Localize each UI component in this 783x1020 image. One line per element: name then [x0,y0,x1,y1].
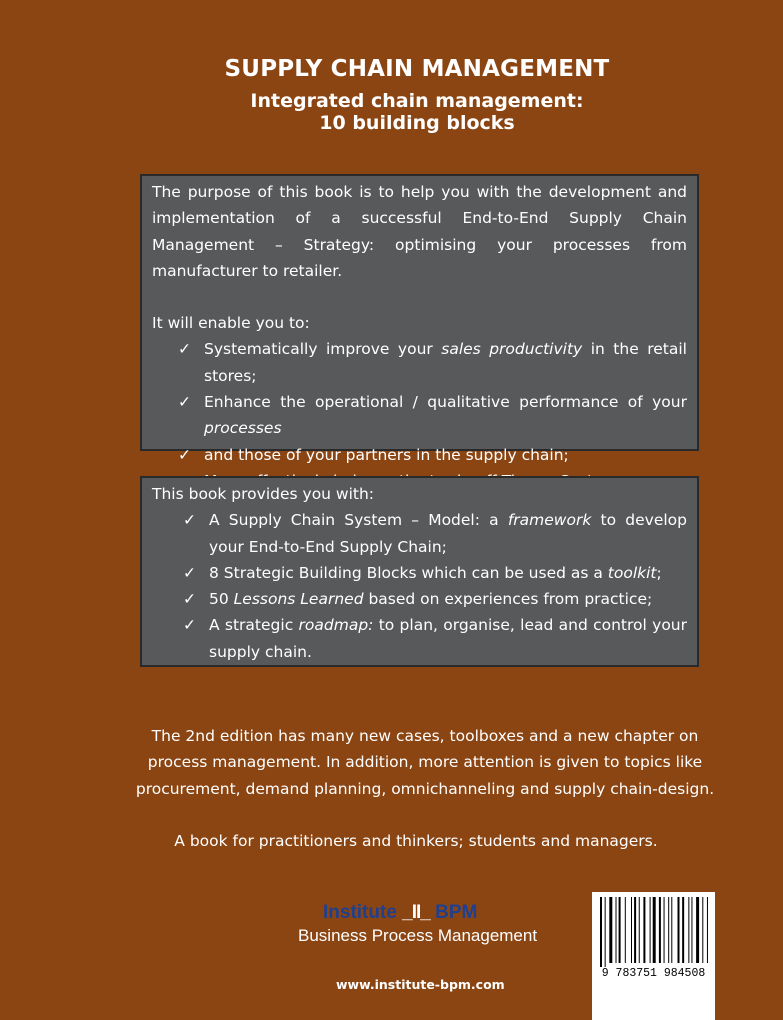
subtitle-line-1: Integrated chain management: [250,90,584,112]
barcode-bar [682,897,684,963]
check-icon: ✓ [183,563,196,582]
barcode-bar [696,897,699,963]
book-title: SUPPLY CHAIN MANAGEMENT [224,56,610,82]
list-item [152,560,687,586]
barcode-bar [678,897,680,963]
logo-right: BPM [435,902,478,923]
book-subtitle [0,90,783,134]
list-item-text: Enhance the operational / qualitative performance of your processes [204,393,687,438]
logo-left: Institute [323,902,397,923]
list-item-text: 50 Lessons Learned based on experiences from practice; [209,590,653,609]
list-item [152,442,687,468]
purpose-box [140,174,699,464]
list-item-text: A Supply Chain System – Model: a framework to develop your End-to-End Supply Chain; [209,511,687,556]
check-icon: ✓ [178,340,191,359]
barcode-bar [653,897,656,963]
barcode-bar [664,897,665,963]
check-icon: ✓ [178,393,191,412]
logo-mark: _II_ [402,902,430,923]
barcode-bar [688,897,689,963]
edition-line-3: procurement, demand planning, omnichanneling and supply chain-design. [135,779,715,798]
barcode-bar [702,897,703,963]
audience-text: A book for practitioners and thinkers; students and managers. [174,832,658,850]
barcode-bar [639,897,640,963]
barcode-bar [609,897,612,963]
barcode-bar [668,897,669,963]
edition-line-1: The 2nd edition has many new cases, toolboxes and a new chapter on [151,727,699,745]
check-icon: ✓ [183,590,196,609]
list-item-text: A strategic roadmap: to plan, organise, lead and control your supply chain. [209,616,687,661]
subtitle-line-2: 10 building blocks [319,112,515,134]
barcode-bar [671,897,672,963]
provides-box [140,476,699,667]
publisher-logo [298,902,537,948]
publisher-url: www.institute-bpm.com [336,977,505,992]
list-item-text: Systematically improve your sales productivity in the retail stores; [204,340,687,385]
barcode-number: 9 783751 984508 [601,967,706,980]
barcode-bar [634,897,636,963]
list-item [152,389,687,442]
barcode-bar [691,897,692,963]
barcode-bar [619,897,621,963]
purpose-text: The purpose of this book is to help you with the development and implementation of a successful End-to-End Supply Chain Management – Strategy: optimising your processes from manufacturer to retailer. [152,183,687,280]
check-icon: ✓ [183,511,196,530]
edition-line-2: process management. In addition, more attention is given to topics like [147,753,703,772]
barcode-bar [600,897,602,967]
barcode [592,892,715,1020]
barcode-bars [592,892,715,968]
barcode-bar [605,897,606,967]
list-item-text: and those of your partners in the supply chain; [204,445,569,464]
list-item-text: 8 Strategic Building Blocks which can be used as a toolkit; [209,563,662,582]
list-item [152,336,687,389]
barcode-bar [616,897,617,963]
barcode-bar [625,897,626,963]
barcode-bar [650,897,651,963]
logo-wordmark [298,902,537,924]
check-icon: ✓ [183,616,196,635]
list-item [152,612,687,665]
logo-tagline: Business Process Management [298,926,538,945]
spacer [152,284,687,310]
check-icon: ✓ [178,445,191,464]
edition-text [0,723,783,802]
barcode-bar [707,897,708,963]
barcode-bar [659,897,661,963]
barcode-bar [643,897,645,963]
provides-heading: This book provides you with: [152,485,375,503]
barcode-bar [631,897,632,963]
enable-heading: It will enable you to: [152,314,310,333]
list-item [152,586,687,612]
list-item [152,507,687,560]
